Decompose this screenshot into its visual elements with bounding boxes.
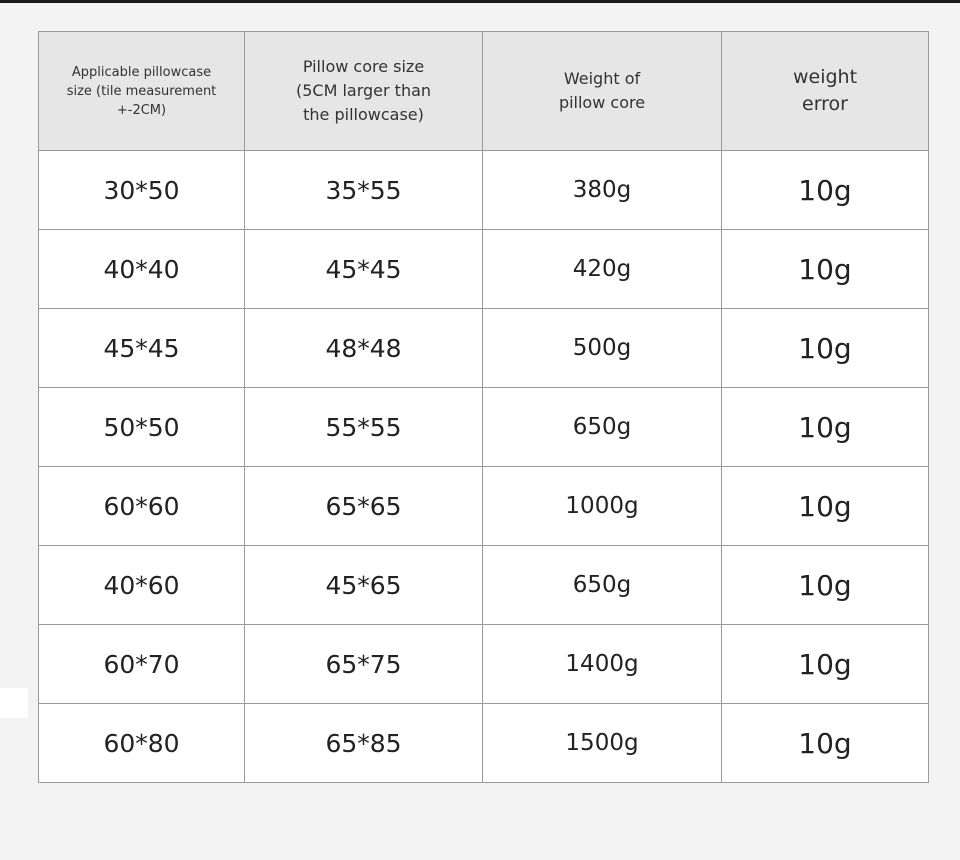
core-weight-cell: 1500g — [483, 704, 722, 783]
pillow-size-table — [38, 31, 929, 783]
left-edge-mark — [0, 688, 28, 718]
weight-error-cell: 10g — [722, 388, 929, 467]
core-size-cell: 65*85 — [245, 704, 483, 783]
weight-error-cell: 10g — [722, 546, 929, 625]
core-weight-cell: 650g — [483, 546, 722, 625]
top-border-bar — [0, 0, 960, 3]
core-weight-cell: 500g — [483, 309, 722, 388]
table-header — [39, 32, 929, 151]
pillowcase-size-cell: 50*50 — [39, 388, 245, 467]
weight-error-cell: 10g — [722, 625, 929, 704]
pillowcase-size-cell: 40*60 — [39, 546, 245, 625]
header-weight-error — [722, 32, 929, 151]
table-row — [39, 309, 929, 388]
core-weight-cell: 1000g — [483, 467, 722, 546]
pillowcase-size-cell: 60*70 — [39, 625, 245, 704]
table-row — [39, 151, 929, 230]
core-size-cell: 45*65 — [245, 546, 483, 625]
header-core-size-label: Pillow core size (5CM larger than the pillowcase) — [295, 57, 432, 124]
table-row — [39, 704, 929, 783]
core-weight-cell: 650g — [483, 388, 722, 467]
core-weight-cell: 1400g — [483, 625, 722, 704]
core-size-cell: 65*75 — [245, 625, 483, 704]
header-weight-error-label: weight error — [792, 66, 858, 115]
weight-error-cell: 10g — [722, 151, 929, 230]
core-weight-cell: 380g — [483, 151, 722, 230]
core-size-cell: 35*55 — [245, 151, 483, 230]
table-row — [39, 546, 929, 625]
pillowcase-size-cell: 30*50 — [39, 151, 245, 230]
weight-error-cell: 10g — [722, 704, 929, 783]
header-pillowcase-size — [39, 32, 245, 151]
pillowcase-size-cell: 40*40 — [39, 230, 245, 309]
table-row — [39, 467, 929, 546]
core-size-cell: 48*48 — [245, 309, 483, 388]
table-row — [39, 230, 929, 309]
weight-error-cell: 10g — [722, 467, 929, 546]
table-row — [39, 388, 929, 467]
core-size-cell: 65*65 — [245, 467, 483, 546]
core-weight-cell: 420g — [483, 230, 722, 309]
table-body — [39, 151, 929, 783]
header-core-weight-label: Weight of pillow core — [558, 69, 646, 112]
pillowcase-size-cell: 60*60 — [39, 467, 245, 546]
core-size-cell: 55*55 — [245, 388, 483, 467]
pillowcase-size-cell: 60*80 — [39, 704, 245, 783]
header-row — [39, 32, 929, 151]
header-pillowcase-size-label: Applicable pillowcase size (tile measurement +-2CM) — [66, 64, 217, 118]
core-size-cell: 45*45 — [245, 230, 483, 309]
weight-error-cell: 10g — [722, 230, 929, 309]
header-core-weight — [483, 32, 722, 151]
table-row — [39, 625, 929, 704]
header-core-size — [245, 32, 483, 151]
weight-error-cell: 10g — [722, 309, 929, 388]
pillowcase-size-cell: 45*45 — [39, 309, 245, 388]
